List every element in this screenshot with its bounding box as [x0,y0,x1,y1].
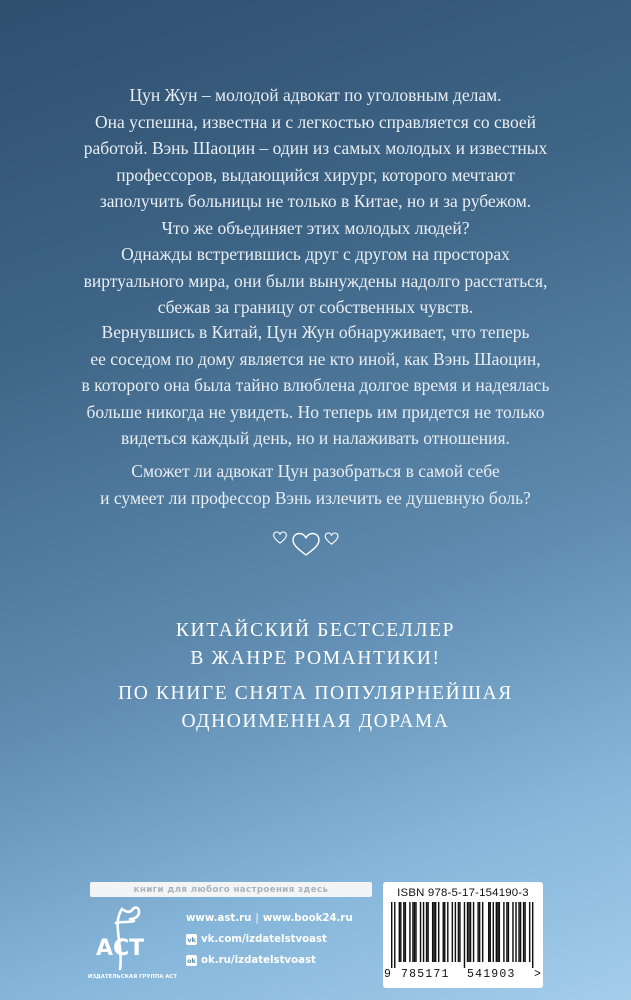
barcode-bar [515,902,516,962]
website-row [186,908,376,929]
barcode-bar [477,902,478,962]
website-link-ast[interactable]: www.ast.ru [186,913,252,924]
ast-logo-icon [92,903,174,975]
barcode-bar [452,902,453,962]
description-line: и сумеет ли профессор Вэнь излечить ее душевную боль? [100,487,531,508]
barcode-bar [444,902,445,962]
description-paragraph-3 [50,458,581,511]
description-line: больше никогда не увидеть. Но теперь им придется не только [86,401,545,422]
description-line: Она успешна, известна и с легкостью справляется со своей [94,111,537,132]
barcode-bar [426,902,427,962]
barcode-bar [412,902,413,962]
barcode-bar [394,902,395,968]
tagline-line: В ЖАНРЕ РОМАНТИКИ! [190,648,441,669]
description-line: виртуального мира, они были вынуждены надолго расстаться, [83,270,548,291]
barcode-digits-left: 785171 [401,968,450,981]
isbn-barcode-box [383,882,543,988]
description-line: сбежав за границу от собственных чувств. [157,297,474,317]
hearts-ornament [0,525,631,561]
barcode-bar [506,902,507,962]
barcode-bar [458,902,459,962]
ok-icon: ok [187,956,196,965]
isbn-number: ISBN 978-5-17-154190-3 [397,887,529,899]
description-line: заполучить больницы не только в Китае, но и за рубежом. [99,191,532,211]
description-paragraph-1 [50,82,581,321]
description-line: работой. Вэнь Шаоцин – один из самых молодых и известных [83,138,548,158]
barcode-bar [435,902,436,962]
publisher-caption: ИЗДАТЕЛЬСКАЯ ГРУППА АСТ [87,974,178,980]
publisher-slogan-bar [90,882,372,897]
barcode-bar [508,902,509,962]
barcode-bar [403,902,404,962]
vk-icon: vk [187,935,196,944]
description-line: профессоров, выдающийся хирург, которого мечтают [116,164,515,185]
barcode-bar [427,902,428,962]
description-paragraph-2 [50,319,581,452]
barcode-bar [399,902,400,962]
tagline-line: ПО КНИГЕ СНЯТА ПОПУЛЯРНЕЙШАЯ [118,683,513,704]
ok-link[interactable]: ok.ru/izdatelstvoast [201,955,316,966]
publisher-links [186,908,376,971]
barcode-bar [433,902,434,962]
barcode-bar [420,902,421,962]
vk-row [186,929,376,950]
barcode-bar [499,902,500,962]
link-separator: | [255,913,259,924]
barcode-bar [490,902,491,962]
barcode-bar [488,902,489,962]
tagline-line: ОДНОИМЕННАЯ ДОРАМА [181,711,450,732]
barcode-bar [400,902,401,962]
description-line: Что же объединяет этих молодых людей? [161,217,470,238]
barcode-bar [447,902,448,962]
barcode-bar [468,902,469,962]
barcode-bar [438,902,439,962]
barcode-digits-right: 541903 [467,968,516,981]
barcode-bar [464,902,465,968]
tagline-drama [0,680,631,736]
tagline-line: КИТАЙСКИЙ БЕСТСЕЛЛЕР [175,620,456,641]
barcode-bar [459,902,460,962]
hearts-icon [270,525,360,561]
barcode-bar [455,902,456,962]
barcode-bar [473,902,474,962]
tagline-bestseller [0,617,631,673]
barcode-bar [423,902,424,962]
barcode-bar [479,902,480,962]
description-line: в которого она была тайно влюблена долгое время и надеялась [81,375,550,395]
barcode-bar [443,902,444,962]
barcode-bar [415,902,416,962]
barcode-bar [391,902,392,968]
barcode-bar [496,902,497,962]
logo-text: АСТ [96,936,145,961]
barcode-bar [512,902,513,962]
barcode-digit-first: 9 [384,968,391,981]
barcode-bar [482,902,483,962]
description-line: Сможет ли адвокат Цун разобраться в самой себе [131,461,500,481]
barcode-bar [529,902,530,962]
barcode-bar [524,902,525,962]
description-line: Вернувшись в Китай, Цун Жун обнаруживает, что теперь [101,322,530,342]
barcode-bar [432,902,433,962]
barcode-bar [493,902,494,962]
barcode-bar [523,902,524,962]
barcode-bar [518,902,519,962]
barcode-bar [497,902,498,962]
barcode-bar [467,902,468,962]
ok-row [186,950,376,971]
barcode-bar [409,902,410,962]
description-line: Однажды встретившись друг с другом на просторах [121,244,510,264]
publisher-slogan: книги для любого настроения здесь [133,884,329,895]
barcode-icon [391,902,535,968]
barcode-bar [405,902,406,962]
description-line: Цун Жун – молодой адвокат по уголовным делам. [129,85,502,105]
description-line: видеться каждый день, но и налаживать отношения. [121,428,510,448]
description-line: ее соседом по дому является не кто иной, как Вэнь Шаоцин, [90,348,541,369]
barcode-bar [503,902,504,962]
barcode-digit-end: > [534,968,541,981]
barcode-bar [532,902,533,968]
barcode-bar [470,902,471,962]
vk-link[interactable]: vk.com/izdatelstvoast [201,934,327,945]
barcode-bar [520,902,521,962]
website-link-book24[interactable]: www.book24.ru [262,913,353,924]
barcode-bar [414,902,415,962]
